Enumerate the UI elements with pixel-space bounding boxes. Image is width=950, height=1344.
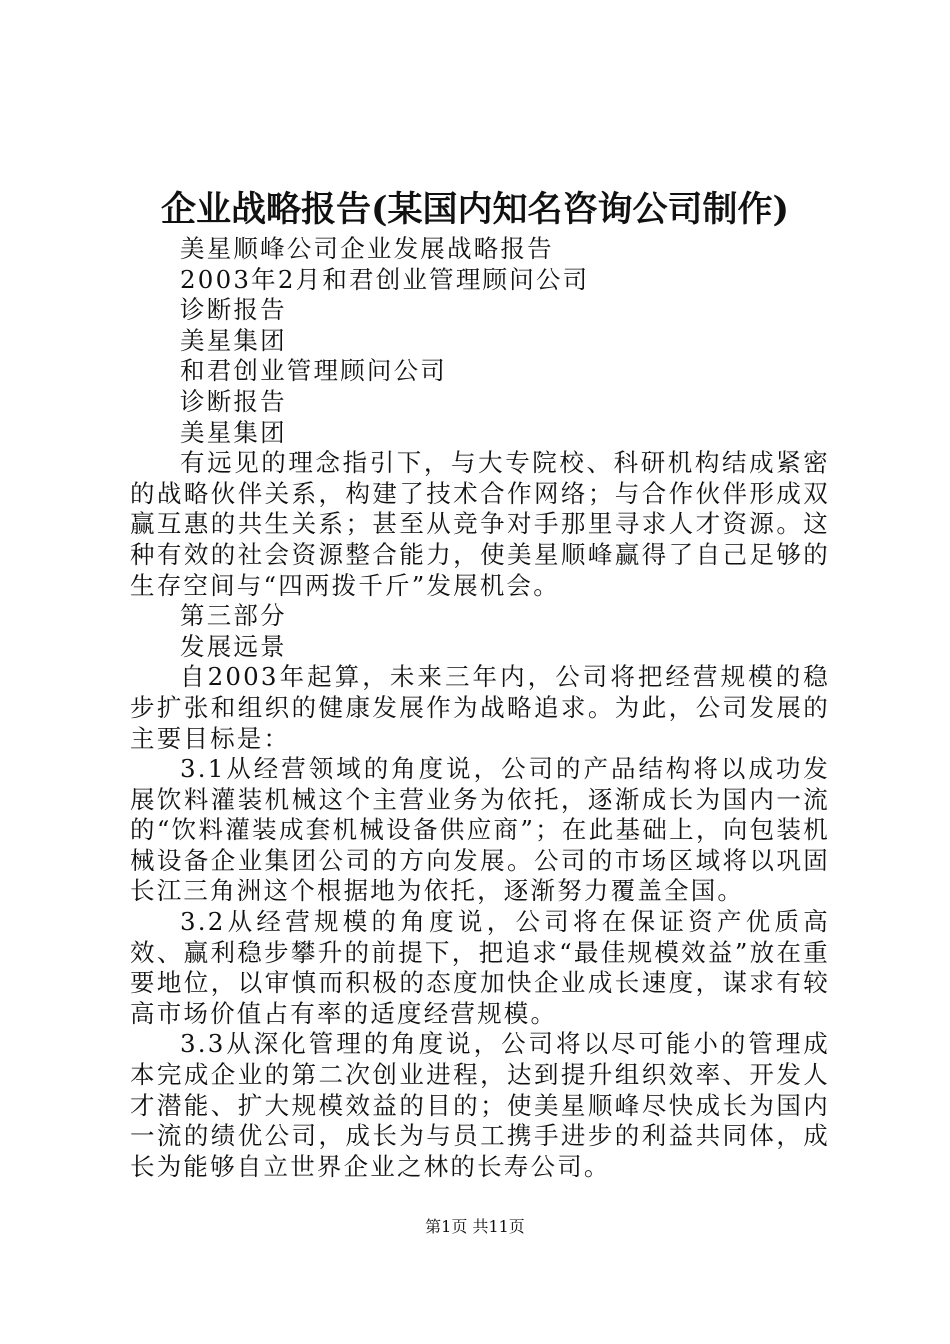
- paragraph-goal-3-2: 3.2从经营规模的角度说，公司将在保证资产优质高效、赢利稳步攀升的前提下，把追求“最佳规模效益”放在重要地位，以审慎而积极的态度加快企业成长速度，谋求有较高市场价值占有率的适度经营规模。: [130, 907, 830, 1028]
- paragraph-goal-3-3: 3.3从深化管理的角度说，公司将以尽可能小的管理成本完成企业的第二次创业进程，达到提升组织效率、开发人才潜能、扩大规模效益的目的；使美星顺峰尽快成长为国内一流的绩优公司，成长为与员工携手进步的利益共同体，成长为能够自立世界企业之林的长寿公司。: [130, 1029, 830, 1181]
- paragraph-diagnosis-1: 诊断报告: [180, 295, 287, 325]
- paragraph-report-date: 2003年2月和君创业管理顾问公司: [180, 264, 590, 294]
- paragraph-goal-3-1: 3.1从经营领域的角度说，公司的产品结构将以成功发展饮料灌装机械这个主营业务为依托，逐渐成长为国内一流的“饮料灌装成套机械设备供应商”；在此基础上，向包装机械设备企业集团公司的方向发展。公司的市场区域将以巩固长江三角洲这个根据地为依托，逐渐努力覆盖全国。: [130, 754, 830, 906]
- paragraph-report-name: 美星顺峰公司企业发展战略报告: [180, 234, 554, 263]
- section-heading-vision: 发展远景: [180, 631, 287, 661]
- document-body: [130, 234, 830, 1182]
- paragraph-diagnosis-2: 诊断报告: [180, 386, 287, 416]
- paragraph-resource-integration: 有远见的理念指引下，与大专院校、科研机构结成紧密的战略伙伴关系，构建了技术合作网络；与合作伙伴形成双赢互惠的共生关系；甚至从竞争对手那里寻求人才资源。这种有效的社会资源整合能力，使美星顺峰赢得了自己足够的生存空间与“四两拨千斤”发展机会。: [130, 448, 830, 600]
- page-footer: 第1页 共11页: [425, 1217, 525, 1236]
- paragraph-group-2: 美星集团: [180, 417, 287, 447]
- section-heading-part-three: 第三部分: [180, 601, 287, 631]
- paragraph-goals-intro: 自2003年起算，未来三年内，公司将把经营规模的稳步扩张和组织的健康发展作为战略追求。为此，公司发展的主要目标是：: [130, 662, 830, 753]
- paragraph-group-1: 美星集团: [180, 325, 287, 355]
- document-title: 企业战略报告(某国内知名咨询公司制作): [160, 189, 790, 230]
- paragraph-consultant: 和君创业管理顾问公司: [180, 356, 447, 386]
